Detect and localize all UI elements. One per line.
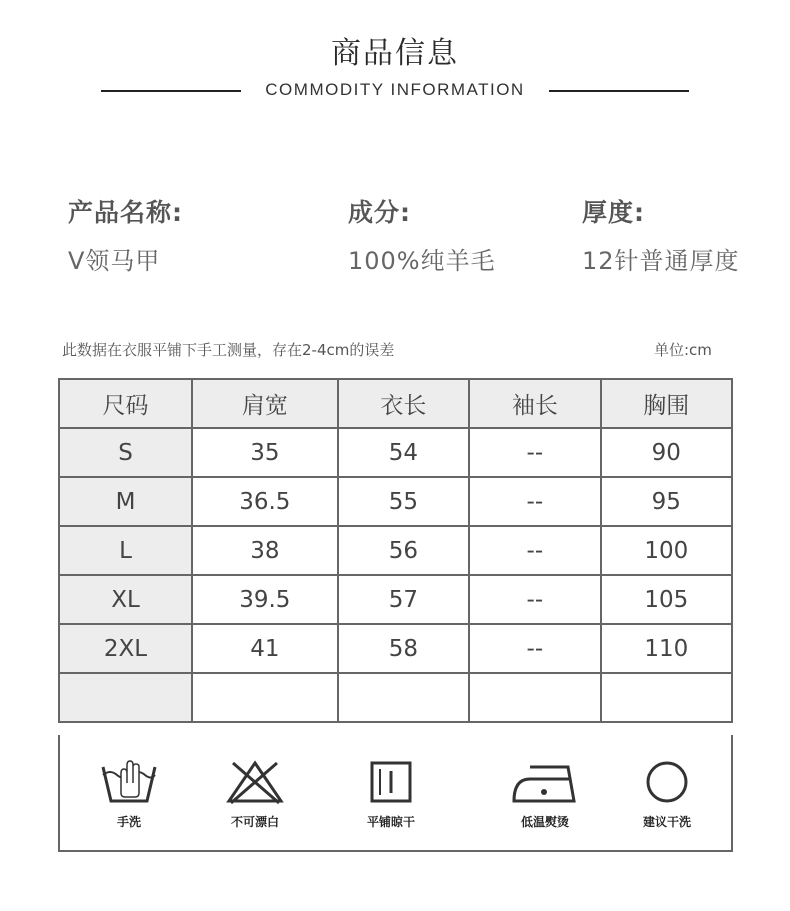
table-cell: -- [469, 477, 600, 526]
info-value: V领马甲 [68, 247, 161, 275]
page-subtitle: COMMODITY INFORMATION [265, 80, 525, 99]
subtitle-row [0, 78, 790, 104]
table-row [59, 575, 732, 624]
header-cell: 袖长 [469, 379, 600, 428]
care-item-hand-wash [74, 757, 184, 830]
table-cell: -- [469, 526, 600, 575]
info-thickness [582, 193, 740, 276]
table-cell: 54 [338, 428, 469, 477]
care-label: 建议干洗 [642, 815, 691, 829]
size-cell: L [59, 526, 192, 575]
table-row [59, 624, 732, 673]
info-label: 厚度: [582, 198, 645, 227]
table-cell: 110 [601, 624, 732, 673]
table-cell: 105 [601, 575, 732, 624]
unit-label: 单位:cm [654, 341, 712, 359]
size-cell: 2XL [59, 624, 192, 673]
table-cell: 41 [192, 624, 338, 673]
subtitle-right-divider [549, 90, 689, 92]
table-row-empty [59, 673, 732, 722]
table-cell: 58 [338, 624, 469, 673]
table-cell: 35 [192, 428, 338, 477]
header-cell: 尺码 [59, 379, 192, 428]
table-cell: 56 [338, 526, 469, 575]
dry-clean-icon [642, 757, 692, 807]
care-label: 平铺晾干 [366, 815, 415, 829]
care-item-no-bleach [200, 757, 310, 830]
table-cell [601, 673, 732, 722]
table-cell: 57 [338, 575, 469, 624]
info-label: 成分: [348, 198, 411, 227]
care-label: 手洗 [116, 815, 141, 829]
table-row [59, 428, 732, 477]
info-value: 100%纯羊毛 [348, 247, 496, 275]
care-label: 不可漂白 [230, 815, 279, 829]
size-cell [59, 673, 192, 722]
measurement-note: 此数据在衣服平铺下手工测量，存在2-4cm的误差 [62, 341, 395, 359]
care-item-dry-flat [336, 757, 446, 830]
care-item-dry-clean [612, 757, 722, 830]
table-cell: 38 [192, 526, 338, 575]
table-cell: -- [469, 428, 600, 477]
info-value: 12针普通厚度 [582, 247, 740, 275]
care-label: 低温熨烫 [520, 815, 569, 829]
table-cell [469, 673, 600, 722]
table-cell: 36.5 [192, 477, 338, 526]
table-cell: 55 [338, 477, 469, 526]
header-cell: 衣长 [338, 379, 469, 428]
table-cell: -- [469, 624, 600, 673]
care-item-low-iron [490, 757, 600, 830]
no-bleach-icon [223, 757, 287, 807]
info-composition [348, 193, 496, 276]
header-cell: 胸围 [601, 379, 732, 428]
size-cell: M [59, 477, 192, 526]
info-label: 产品名称: [68, 198, 183, 227]
table-header-row [59, 379, 732, 428]
size-cell: XL [59, 575, 192, 624]
table-row [59, 526, 732, 575]
size-cell: S [59, 428, 192, 477]
table-cell [192, 673, 338, 722]
size-table [58, 378, 733, 723]
hand-wash-icon [99, 757, 159, 807]
table-cell: 100 [601, 526, 732, 575]
info-product-name [68, 193, 183, 276]
care-instructions [58, 735, 733, 852]
header-cell: 肩宽 [192, 379, 338, 428]
page-title: 商品信息 [331, 36, 459, 71]
table-cell: -- [469, 575, 600, 624]
table-cell: 95 [601, 477, 732, 526]
dry-flat-icon [366, 757, 416, 807]
table-cell: 39.5 [192, 575, 338, 624]
low-iron-icon [510, 757, 580, 807]
table-cell: 90 [601, 428, 732, 477]
table-row [59, 477, 732, 526]
table-cell [338, 673, 469, 722]
